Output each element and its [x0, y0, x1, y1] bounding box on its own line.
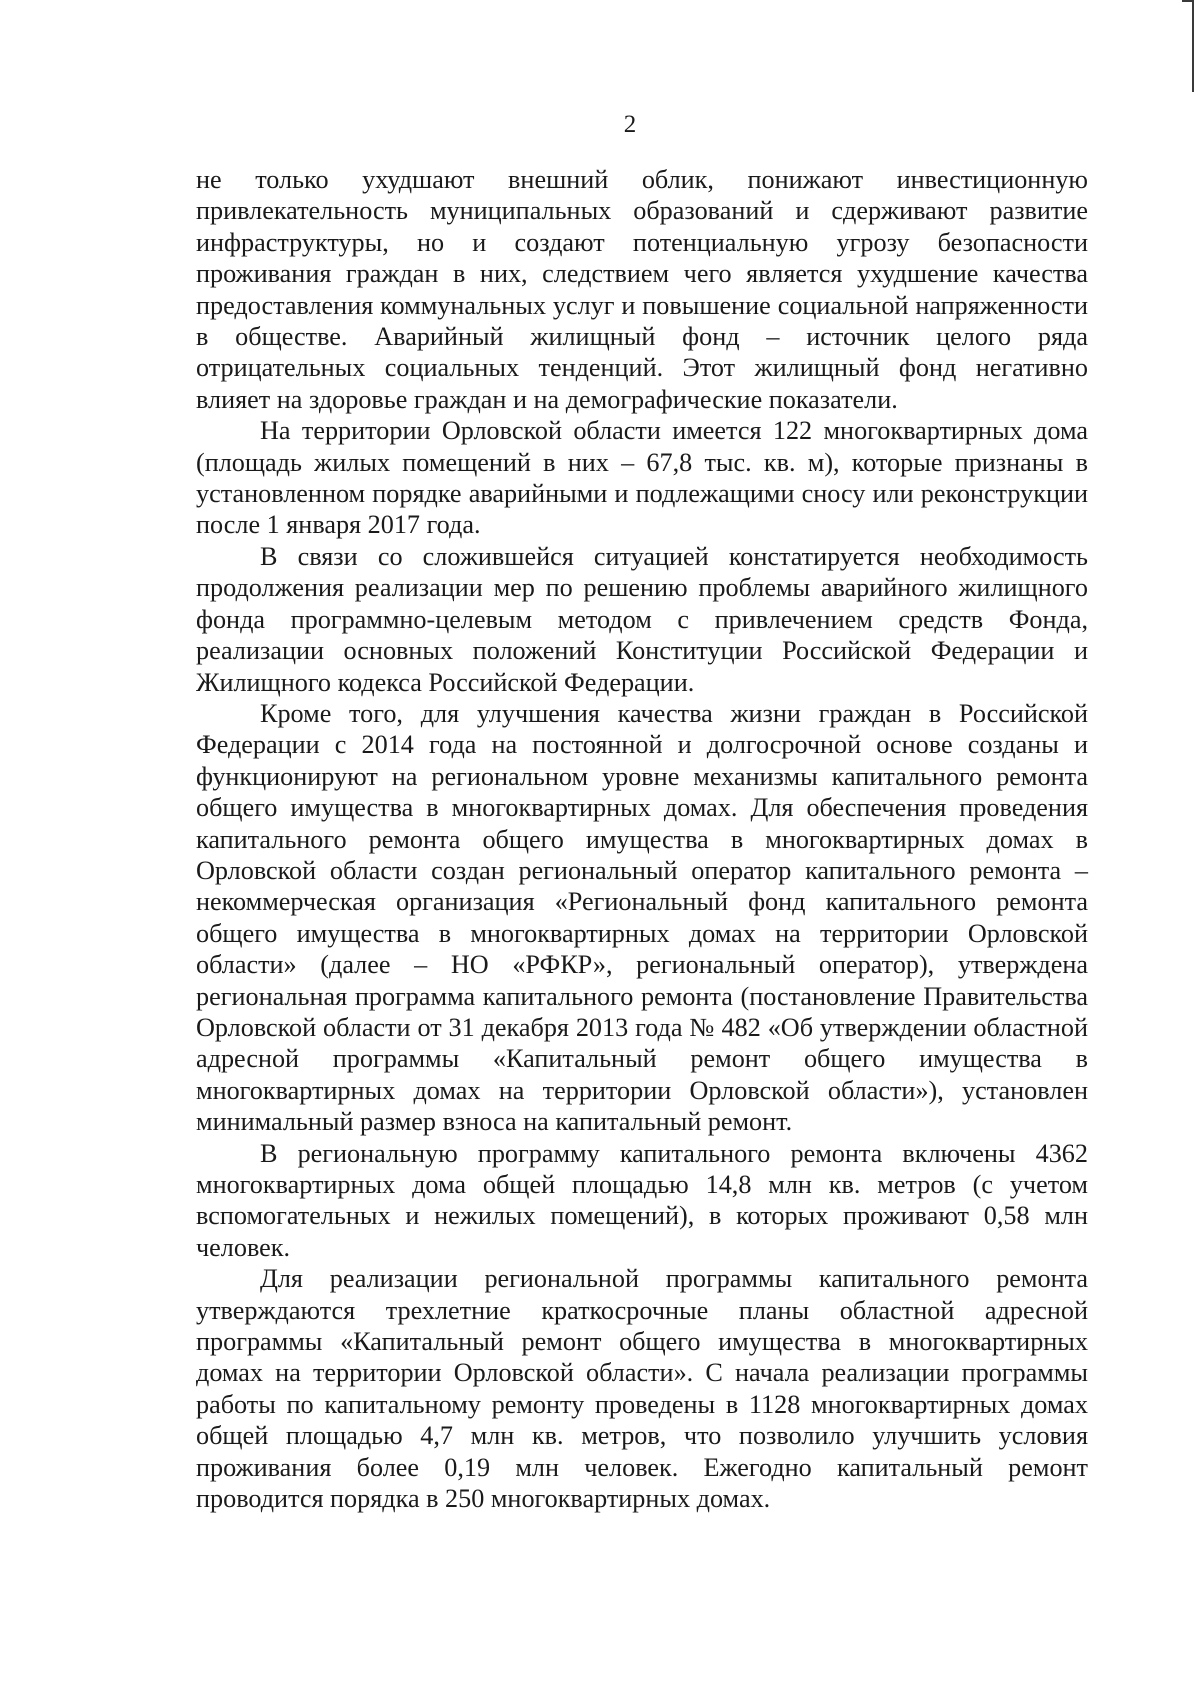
paragraph-short-term-plans: Для реализации региональной программы капитального ремонта утверждаются трехлетние краткосрочные планы областной адресной программы «Капитальный ремонт общего имущества в многоквартирных домах на территории Орловской области». С начала реализации программы работы по капитальному ремонту проведены в 1128 многоквартирных домах общей площадью 4,7 млн кв. метров, что позволило улучшить условия проживания более 0,19 млн человек. Ежегодно капитальный ремонт проводится порядка в 250 многоквартирных домах.	[196, 1264, 1088, 1514]
paragraph-regional-program-scope: В региональную программу капитального ремонта включены 4362 многоквартирных дома общей площадью 14,8 млн кв. метров (с учетом вспомогательных и нежилых помещений), в которых проживают 0,58 млн человек.	[196, 1138, 1088, 1262]
paragraph-program-necessity: В связи со сложившейся ситуацией констатируется необходимость продолжения реализации мер по решению проблемы аварийного жилищного фонда программно-целевым методом с привлечением средств Фонда, реализации основных положений Конституции Российской Федерации и Жилищного кодекса Российской Федерации.	[196, 541, 1088, 697]
paragraph-emergency-housing: На территории Орловской области имеется 122 многоквартирных дома (площадь жилых помещений в них – 67,8 тыс. кв. м), которые признаны в установленном порядке аварийными и подлежащими сносу или реконструкции после 1 января 2017 года.	[196, 416, 1088, 540]
scan-edge-tick	[1182, 0, 1192, 2]
paragraph-capital-repair-mechanism: Кроме того, для улучшения качества жизни граждан в Российской Федерации с 2014 года на постоянной и долгосрочной основе созданы и функционируют на региональном уровне механизмы капитального ремонта общего имущества в многоквартирных домах. Для обеспечения проведения капитального ремонта общего имущества в многоквартирных домах в Орловской области создан региональный оператор капитального ремонта – некоммерческая организация «Региональный фонд капитального ремонта общего имущества в многоквартирных домах на территории Орловской области» (далее – НО «РФКР», региональный оператор), утверждена региональная программа капитального ремонта (постановление Правительства Орловской области от 31 декабря 2013 года № 482 «Об утверждении областной адресной программы «Капитальный ремонт общего имущества в многоквартирных домах на территории Орловской области»), установлен минимальный размер взноса на капитальный ремонт.	[196, 698, 1088, 1137]
page-number: 2	[623, 111, 637, 138]
document-body	[196, 164, 1088, 1514]
scan-edge-line	[1192, 0, 1194, 92]
paragraph-continuation: не только ухудшают внешний облик, понижают инвестиционную привлекательность муниципальных образований и сдерживают развитие инфраструктуры, но и создают потенциальную угрозу безопасности проживания граждан в них, следствием чего является ухудшение качества предоставления коммунальных услуг и повышение социальной напряженности в обществе. Аварийный жилищный фонд – источник целого ряда отрицательных социальных тенденций. Этот жилищный фонд негативно влияет на здоровье граждан и на демографические показатели.	[196, 165, 1088, 414]
